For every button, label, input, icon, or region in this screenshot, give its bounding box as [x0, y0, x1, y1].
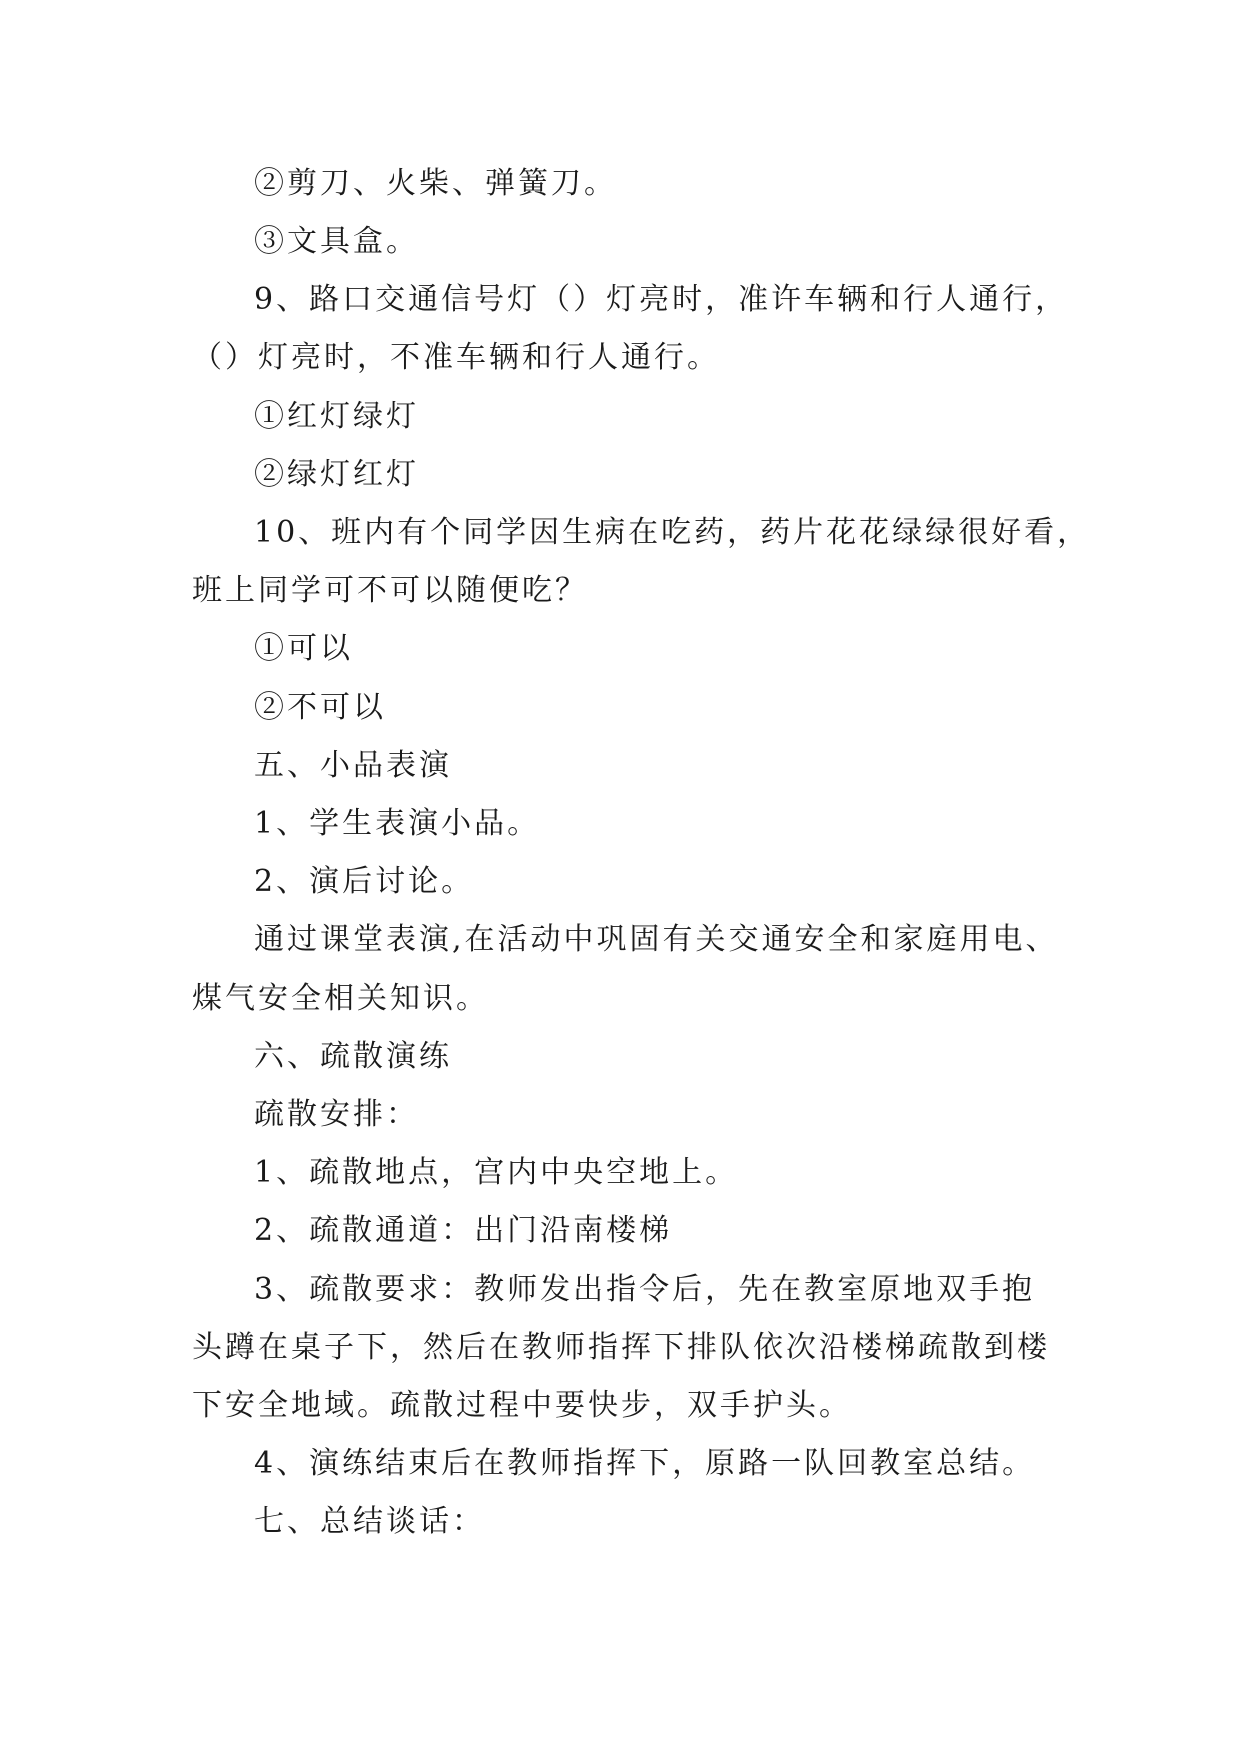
- option-2-scissors: ②剪刀、火柴、弹簧刀。: [254, 166, 617, 201]
- evacuation-item-2: 2、疏散通道：出门沿南楼梯: [254, 1213, 673, 1248]
- section-5-heading: 五、小品表演: [254, 748, 452, 783]
- question-9-option-2: ②绿灯红灯: [254, 457, 419, 492]
- evacuation-item-3-line-2: 头蹲在桌子下，然后在教师指挥下排队依次沿楼梯疏散到楼: [192, 1330, 1050, 1365]
- section-7-heading: 七、总结谈话：: [254, 1504, 485, 1539]
- evacuation-item-3-line-1: 3、疏散要求：教师发出指令后，先在教室原地双手抱: [254, 1272, 1036, 1307]
- question-9-line-2: （）灯亮时，不准车辆和行人通行。: [192, 340, 720, 375]
- question-10-option-2: ②不可以: [254, 690, 386, 725]
- question-10-line-1: 10、班内有个同学因生病在吃药，药片花花绿绿很好看，: [254, 515, 1091, 550]
- question-10-line-2: 班上同学可不可以随便吃？: [192, 573, 588, 608]
- section-5-paragraph-line-2: 煤气安全相关知识。: [192, 981, 489, 1016]
- evacuation-arrangement-label: 疏散安排：: [254, 1097, 419, 1132]
- question-9-line-1: 9、路口交通信号灯（）灯亮时，准许车辆和行人通行，: [254, 282, 1069, 317]
- evacuation-item-1: 1、疏散地点，宫内中央空地上。: [254, 1155, 739, 1190]
- evacuation-item-4: 4、演练结束后在教师指挥下，原路一队回教室总结。: [254, 1446, 1036, 1481]
- question-9-option-1: ①红灯绿灯: [254, 399, 419, 434]
- section-5-item-1: 1、学生表演小品。: [254, 806, 541, 841]
- section-5-item-2: 2、演后讨论。: [254, 864, 475, 899]
- evacuation-item-3-line-3: 下安全地域。疏散过程中要快步，双手护头。: [192, 1388, 852, 1423]
- section-5-paragraph-line-1: 通过课堂表演,在活动中巩固有关交通安全和家庭用电、: [254, 922, 1059, 957]
- option-3-pencil-box: ③文具盒。: [254, 224, 419, 259]
- question-10-option-1: ①可以: [254, 631, 353, 666]
- section-6-heading: 六、疏散演练: [254, 1039, 452, 1074]
